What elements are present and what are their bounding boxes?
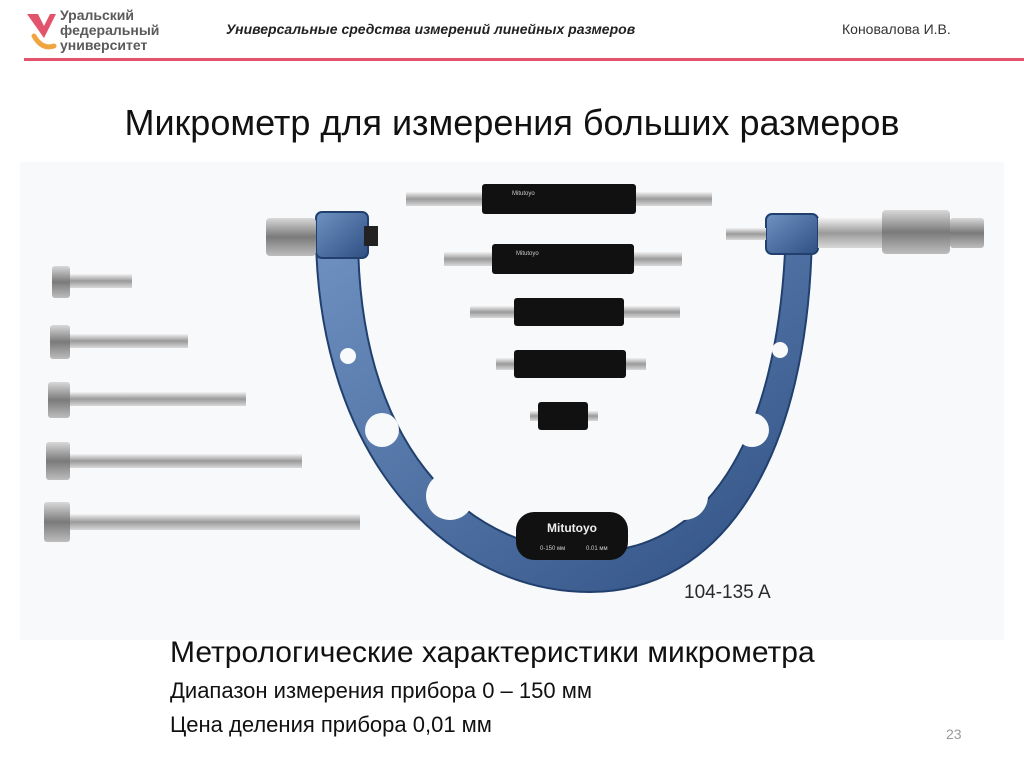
anvil-rod	[46, 442, 302, 480]
micrometer-figure	[20, 162, 1004, 640]
micrometer-illustration	[20, 162, 1004, 640]
logo-line: федеральный	[60, 22, 160, 38]
caption-resolution: Цена деления прибора 0,01 мм	[170, 712, 492, 737]
logo-line: Уральский	[60, 7, 135, 23]
setting-standard	[530, 402, 598, 430]
setting-standard	[406, 184, 712, 214]
model-label: 104-135 A	[684, 582, 771, 603]
caption-heading: Метрологические характеристики микрометра	[170, 636, 815, 669]
setting-standard	[470, 298, 680, 326]
svg-text:Mitutoyo: Mitutoyo	[516, 251, 539, 257]
page-number: 23	[946, 726, 962, 742]
anvil-rod	[48, 382, 246, 418]
logo-text	[60, 8, 159, 53]
setting-standard	[444, 244, 682, 274]
brand-plate-range: 0-150 мм	[540, 546, 566, 552]
anvil-rod	[52, 266, 132, 298]
header-divider	[24, 58, 1024, 61]
slide-title: Микрометр для измерения больших размеров	[124, 102, 900, 143]
setting-standard	[496, 350, 646, 378]
svg-text:Mitutoyo: Mitutoyo	[512, 191, 535, 197]
brand-plate-text: Mitutoyo	[547, 521, 597, 535]
caption-range: Диапазон измерения прибора 0 – 150 мм	[170, 678, 592, 703]
brand-plate-resolution: 0.01 мм	[586, 546, 608, 552]
header-author: Коновалова И.В.	[842, 21, 951, 37]
university-logo-icon	[24, 12, 58, 52]
university-logo	[24, 8, 194, 60]
anvil-rod	[50, 325, 188, 359]
anvil-rod	[44, 502, 360, 542]
header-title: Универсальные средства измерений линейных размеров	[226, 21, 636, 37]
logo-line: университет	[60, 37, 148, 53]
